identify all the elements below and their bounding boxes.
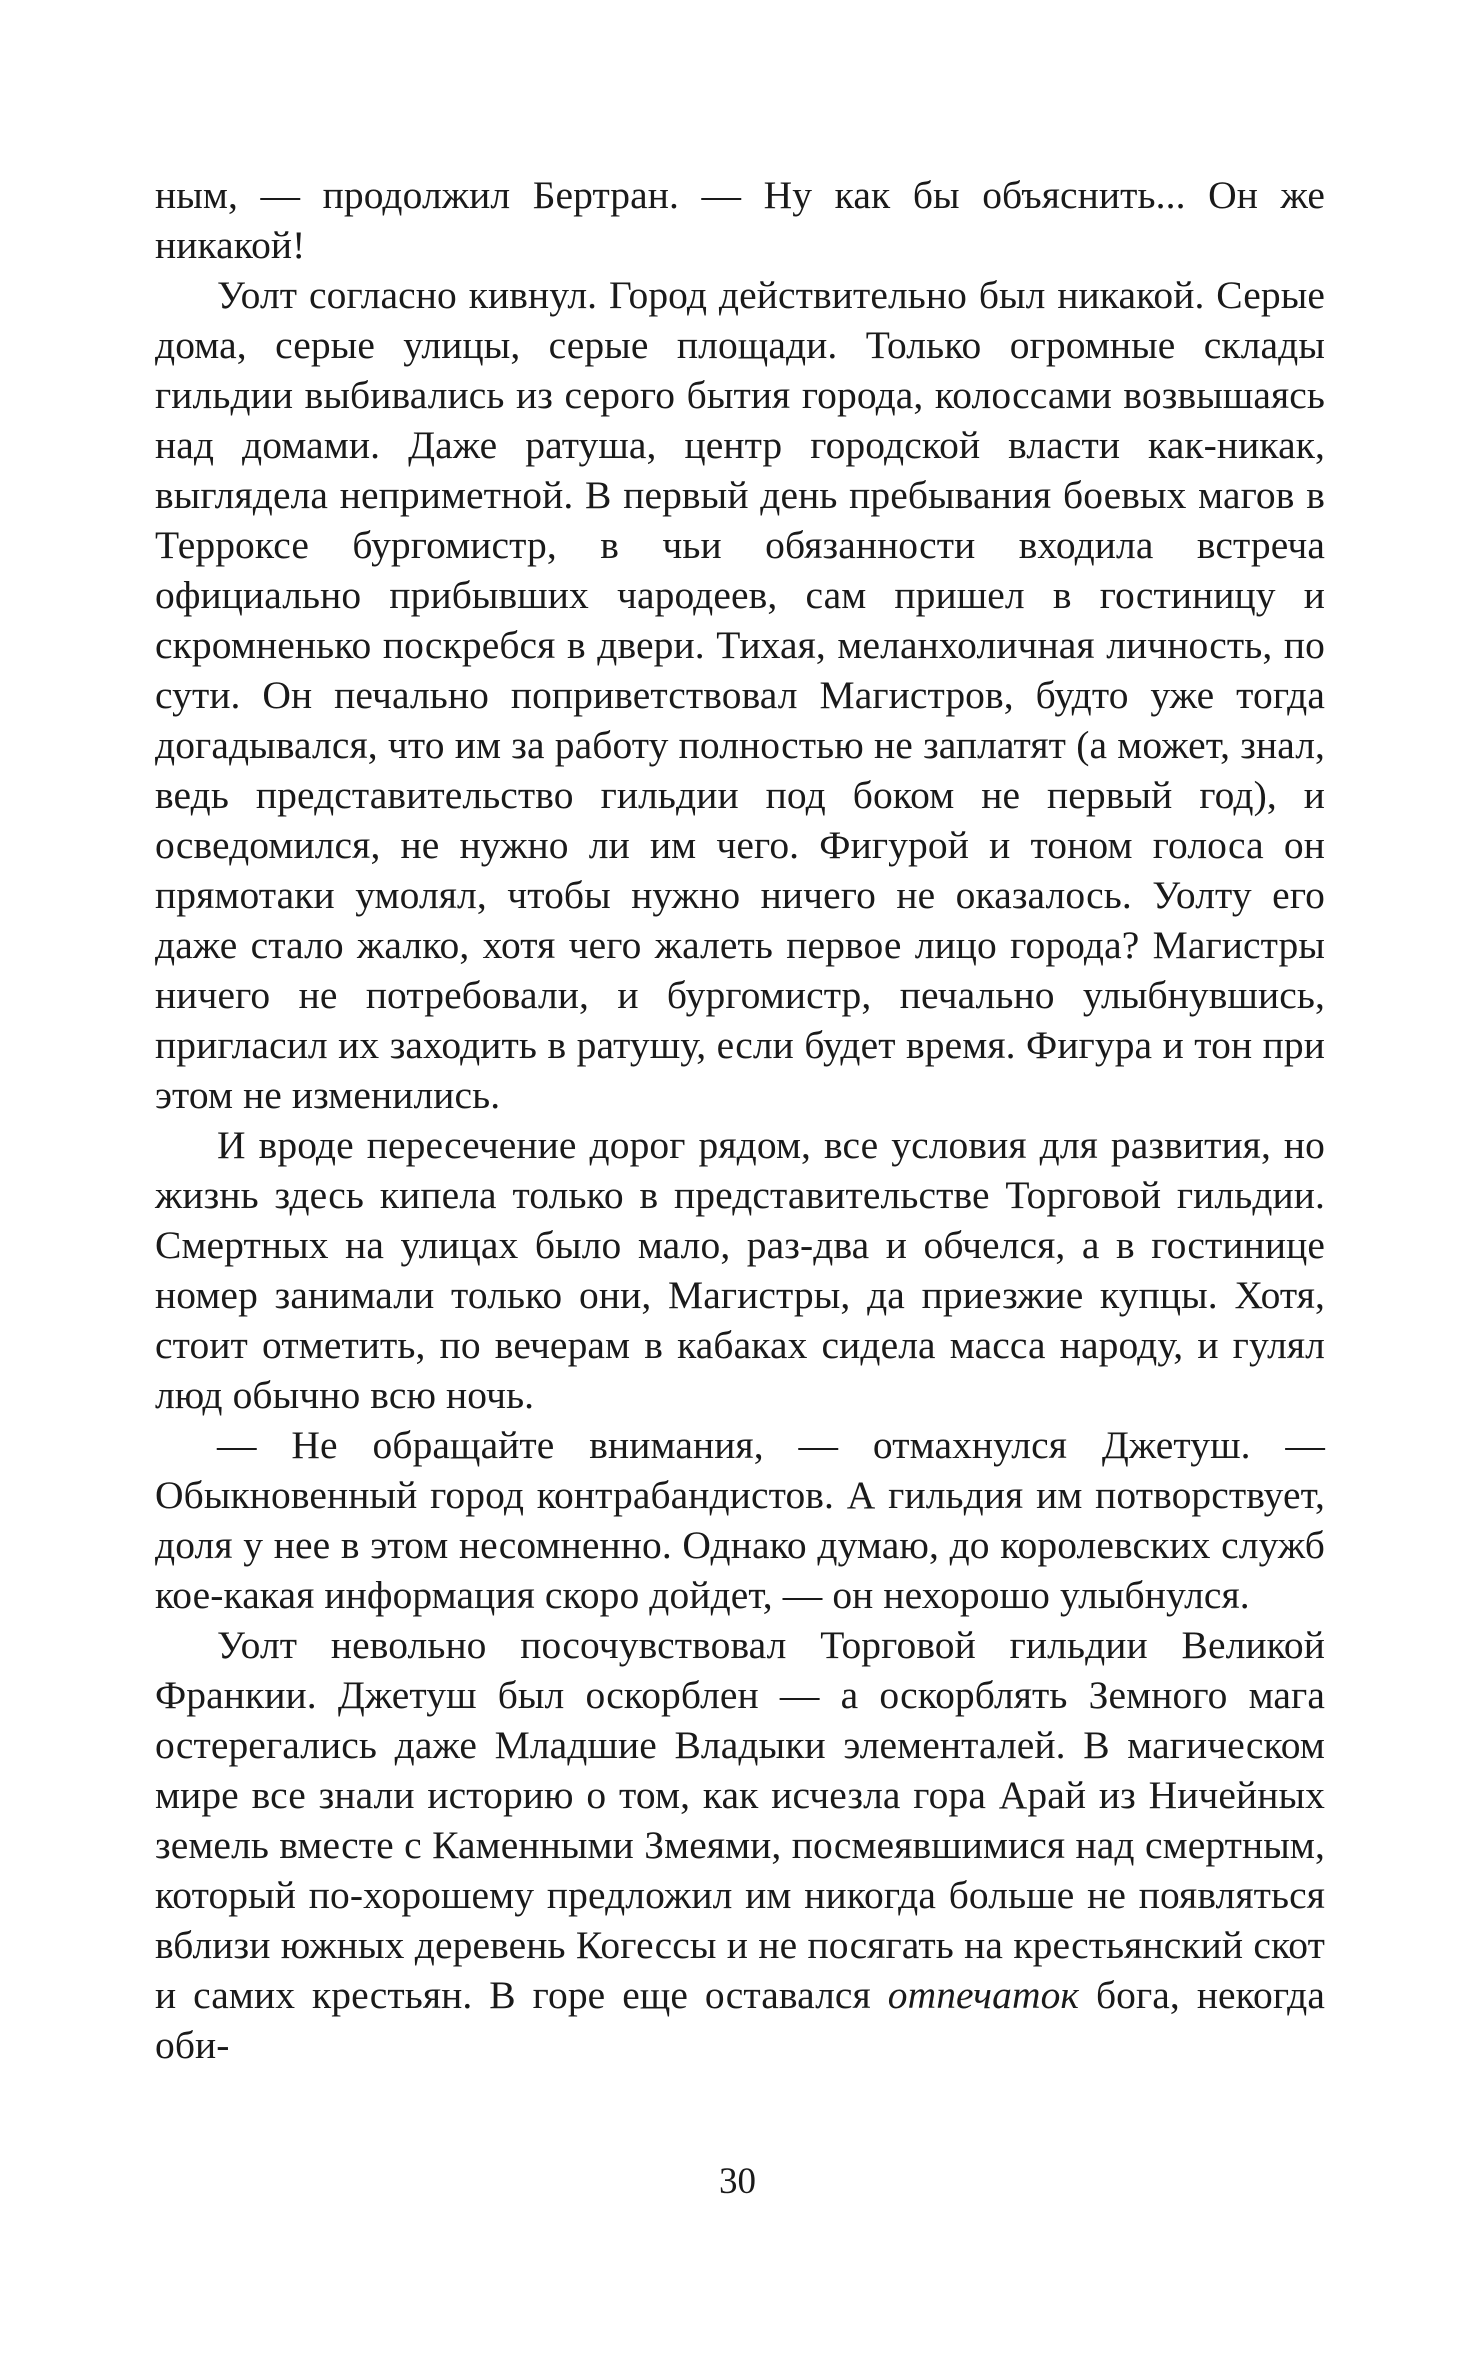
page-number: 30 — [719, 2161, 756, 2202]
book-page — [155, 170, 1325, 2070]
paragraph-5 — [155, 1620, 1325, 2070]
paragraph-1: ным, — продолжил Бертран. — Ну как бы объяснить... Он же никакой! — [155, 173, 1325, 267]
paragraph-4: — Не обращайте внимания, — отмахнулся Джетуш. — Обыкновенный город контрабандистов. А гильдия им потворствует, доля у нее в этом несомненно. Однако думаю, до королевских служб кое-какая информация скоро дойдет, — он нехорошо улыбнулся. — [155, 1423, 1325, 1617]
paragraph-2: Уолт согласно кивнул. Город действительно был никакой. Серые дома, серые улицы, серые площади. Только огромные склады гильдии выбивались из серого бытия города, колоссами возвышаясь над домами. Даже ратуша, центр городской власти как-никак, выглядела неприметной. В первый день пребывания боевых магов в Терроксе бургомистр, в чьи обязанности входила встреча официально прибывших чародеев, сам пришел в гостиницу и скромненько поскребся в двери. Тихая, меланхоличная личность, по сути. Он печально поприветствовал Магистров, будто уже тогда догадывался, что им за работу полностью не заплатят (а может, знал, ведь представительство гильдии под боком не первый год), и осведомился, не нужно ли им чего. Фигурой и тоном голоса он прямотаки умолял, чтобы нужно ничего не оказалось. Уолту его даже стало жалко, хотя чего жалеть первое лицо города? Магистры ничего не потребовали, и бургомистр, печально улыбнувшись, пригласил их заходить в ратушу, если будет время. Фигура и тон при этом не изменились. — [155, 273, 1325, 1117]
paragraph-5-text-after: бога, некогда оби- — [155, 1973, 1325, 2067]
paragraph-3: И вроде пересечение дорог рядом, все условия для развития, но жизнь здесь кипела только в представительстве Торговой гильдии. Смертных на улицах было мало, раз-два и обчелся, а в гостинице номер занимали только они, Магистры, да приезжие купцы. Хотя, стоит отметить, по вечерам в кабаках сидела масса народу, и гулял люд обычно всю ночь. — [155, 1123, 1325, 1417]
paragraph-5-emphasis: отпечаток — [887, 1973, 1080, 2017]
paragraph-5-text-before: Уолт невольно посочувствовал Торговой гильдии Великой Франкии. Джетуш был оскорблен — а оскорблять Земного мага остерегались даже Младшие Владыки элементалей. В магическом мире все знали историю о том, как исчезла гора Арай из Ничейных земель вместе с Каменными Змеями, посмеявшимися над смертным, который по-хорошему предложил им никогда больше не появляться вблизи южных деревень Когессы и не посягать на крестьянский скот и самих крестьян. В горе еще оставался — [155, 1623, 1325, 2017]
